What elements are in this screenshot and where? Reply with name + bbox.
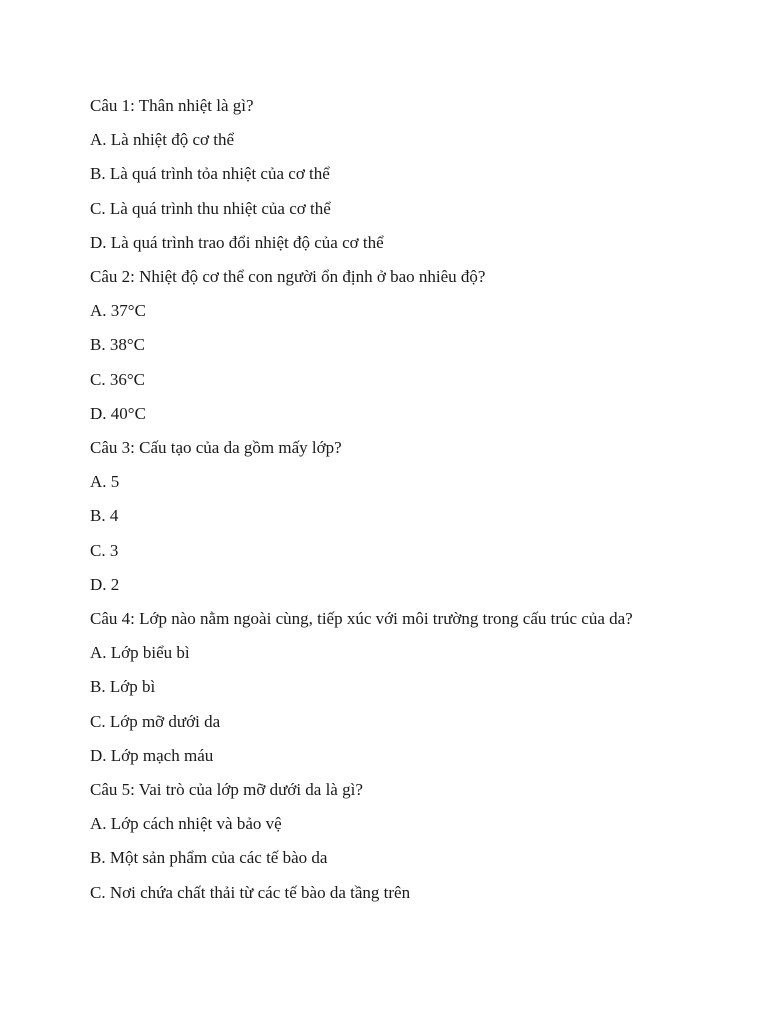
answer-option: C. Lớp mỡ dưới da <box>90 711 221 731</box>
question-block-5 <box>90 773 730 910</box>
question-block-1 <box>90 89 730 260</box>
answer-option: D. 2 <box>90 574 120 594</box>
quiz-content <box>90 89 730 910</box>
question-text: Câu 4: Lớp nào nằm ngoài cùng, tiếp xúc với môi trường trong cấu trúc của da? <box>90 609 633 629</box>
question-block-4 <box>90 602 730 773</box>
answer-option: A. Là nhiệt độ cơ thể <box>90 130 235 150</box>
answer-option: B. Là quá trình tỏa nhiệt của cơ thể <box>90 164 330 184</box>
answer-option: A. Lớp biểu bì <box>90 643 190 663</box>
answer-option: C. 36°C <box>90 369 145 389</box>
answer-option: C. 3 <box>90 540 119 560</box>
question-text: Câu 2: Nhiệt độ cơ thể con người ổn định ở bao nhiêu độ? <box>90 267 486 287</box>
answer-option: B. Lớp bì <box>90 677 156 697</box>
question-text: Câu 1: Thân nhiệt là gì? <box>90 96 254 115</box>
answer-option: C. Là quá trình thu nhiệt của cơ thể <box>90 198 331 218</box>
question-text: Câu 5: Vai trò của lớp mỡ dưới da là gì? <box>90 780 363 800</box>
answer-option: C. Nơi chứa chất thải từ các tế bào da tầng trên <box>90 882 411 902</box>
answer-option: B. 38°C <box>90 335 145 355</box>
answer-option: B. Một sản phẩm của các tế bào da <box>90 848 328 868</box>
answer-option: A. 5 <box>90 472 120 492</box>
answer-option: D. 40°C <box>90 403 146 423</box>
question-block-3 <box>90 431 730 602</box>
answer-option: A. Lớp cách nhiệt và bảo vệ <box>90 814 282 834</box>
answer-option: D. Là quá trình trao đổi nhiệt độ của cơ thể <box>90 232 384 252</box>
answer-option: D. Lớp mạch máu <box>90 745 214 765</box>
answer-option: A. 37°C <box>90 301 146 321</box>
question-block-2 <box>90 260 730 431</box>
answer-option: B. 4 <box>90 506 119 526</box>
question-text: Câu 3: Cấu tạo của da gồm mấy lớp? <box>90 438 342 458</box>
